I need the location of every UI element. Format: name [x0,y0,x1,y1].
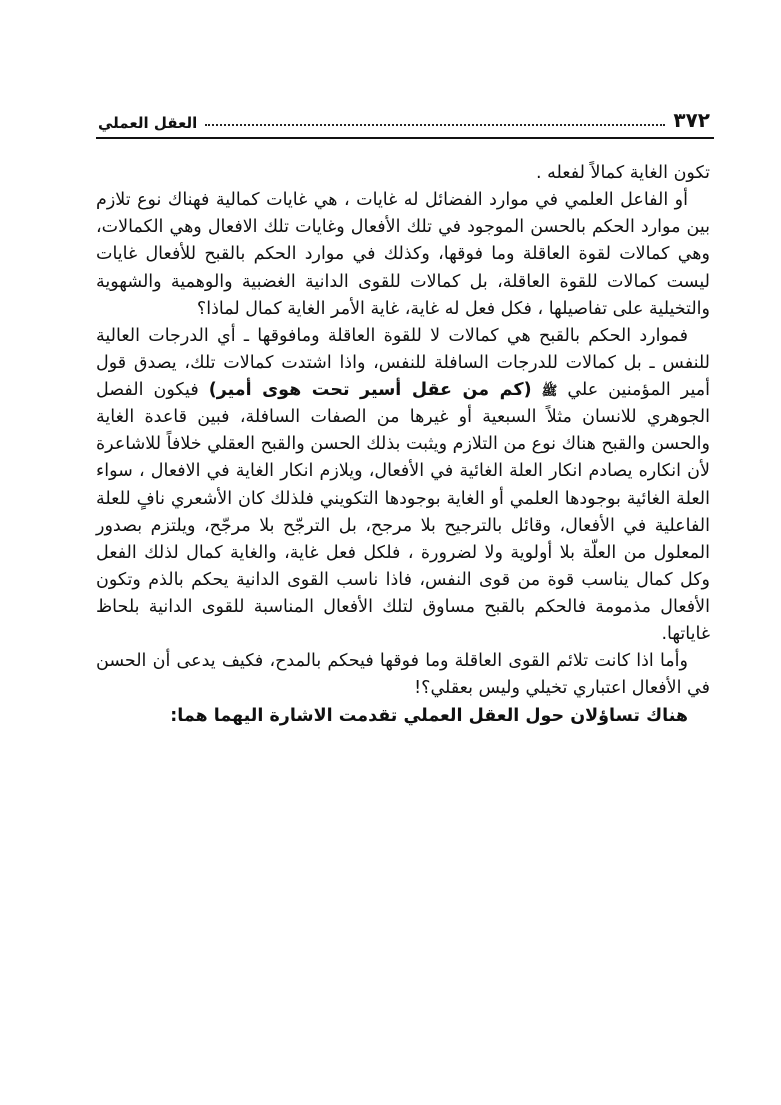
paragraph-1: تكون الغاية كمالاً لفعله . [535,163,710,183]
paragraph-5: هناك تساؤلان حول العقل العملي تقدمت الاشارة اليهما هما: [170,705,688,726]
paragraph-2: أو الفاعل العلمي في موارد الفضائل له غايات ، هي غايات كمالية فهناك نوع تلازم بين موارد الحكم بالحسن الموجود في تلك الأفعال وغايات تلك الافعال وهي الكمالات، وهي كمالات لقوة العاقلة وما فوقها، وكذلك في موارد الحكم بالقبح للأفعال غايات ليست كمالات للقوة العاقلة، بل كمالات للقوى الدانية الغضبية والوهمية والشهوية والتخيلية على تفاصيلها ، فكل فعل له غاية، غاية الأمر الغاية كمال لماذا؟ [96,190,710,319]
running-header [98,96,710,138]
body-text [96,160,710,730]
header-divider [96,137,714,139]
honorific-symbol: ﷺ [541,384,558,399]
paragraph-3-lead: فموارد الحكم بالقبح هي كمالات لا للقوة العاقلة ومافوقها ـ أي الدرجات العالية للنفس ـ بل كمالات للدرجات السافلة للنفس، واذا اشتدت كمالات تلك، يصدق قول أمير المؤمنين علي [96,325,710,400]
paragraph-4: وأما اذا كانت تلائم القوى العاقلة وما فوقها فيحكم بالمدح، فكيف يدعى أن الحسن في الأفعال اعتباري تخيلي وليس بعقلي؟! [96,651,710,699]
header-dot-leader [205,123,665,126]
running-header-title: العقل العملي [98,114,198,132]
paragraph-3-rest: فيكون الفصل الجوهري للانسان مثلاً السبعية أو غيرها من الصفات السافلة، فبين قاعدة الغاية والحسن والقبح هناك نوع من التلازم ويثبت بذلك الحسن والقبح العقلي خلافاً للاشاعرة لأن انكاره يصادم انكار العلة الغائية في الأفعال، ويلازم انكار الغاية في الافعال ، سواء العلة الغائية بوجودها العلمي أو الغاية بوجودها التكويني فلذلك كان الأشعري نافٍ للعلة الفاعلية في الأفعال، وقائل بالترجيح بلا مرجح، بل الترجّح بلا مرجّح، ويلتزم بصدور المعلول من العلّة بلا أولوية ولا لضرورة ، فلكل فعل غاية، والغاية كمال لذلك الفعل وكل كمال يناسب قوة من قوى النفس، فاذا ناسب القوى الدانية يحكم بالذم وتكون الأفعال مذمومة فالحكم بالقبح مساوق لتلك الأفعال المناسبة للقوى الدانية بلحاظ غاياتها. [96,380,710,645]
page-number: ٣٧٢ [673,108,710,132]
paragraph-3 [96,323,710,649]
quoted-saying: (كم من عقل أسير تحت هوى أمير) [208,380,532,400]
